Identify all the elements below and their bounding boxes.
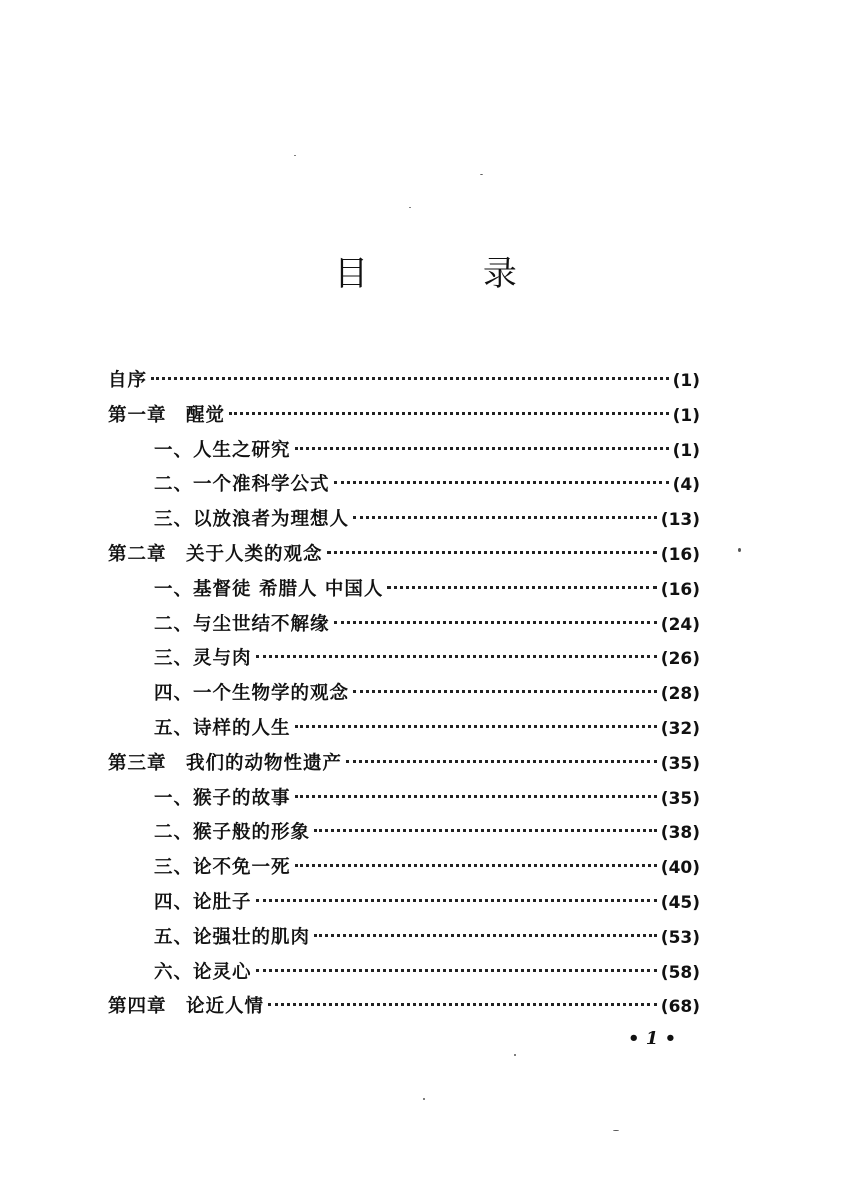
dot-leader [327, 551, 657, 554]
toc-entry-page: (1) [672, 371, 700, 391]
dot-leader [334, 621, 657, 624]
toc-chapter-entry [108, 747, 700, 782]
dot-leader [346, 760, 657, 763]
scan-speck [423, 1098, 425, 1100]
toc-entry-label: 五、诗样的人生 [154, 717, 291, 739]
toc-chapter-entry [108, 990, 700, 1025]
toc-entry-page: (35) [660, 753, 700, 774]
toc-entry-label: 四、一个生物学的观念 [154, 683, 350, 705]
table-of-contents [108, 364, 700, 1025]
toc-chapter-entry [108, 399, 700, 434]
toc-entry-label: 第三章 我们的动物性遗产 [108, 752, 343, 774]
dot-leader [256, 899, 657, 902]
toc-entry-page: (26) [660, 649, 700, 670]
toc-entry-label: 第二章 关于人类的观念 [108, 543, 323, 565]
toc-entry-page: (28) [660, 684, 700, 705]
dot-leader [295, 795, 657, 798]
dot-leader [295, 447, 669, 450]
toc-entry-label: 三、以放浪者为理想人 [154, 509, 350, 531]
toc-section-entry [108, 921, 700, 956]
toc-entry-label: 自序 [108, 370, 148, 391]
toc-chapter-entry [108, 364, 700, 399]
dot-leader [256, 655, 657, 658]
scan-speck [613, 1130, 619, 1131]
scan-speck [514, 1054, 516, 1056]
toc-section-entry [108, 642, 700, 677]
dot-leader [151, 377, 669, 380]
toc-section-entry [108, 677, 700, 712]
toc-entry-page: (4) [672, 475, 700, 496]
toc-entry-page: (45) [660, 892, 700, 913]
toc-section-entry [108, 886, 700, 921]
toc-entry-page: (1) [672, 405, 700, 426]
toc-entry-label: 三、论不免一死 [154, 857, 291, 879]
toc-chapter-entry [108, 538, 700, 573]
toc-entry-label: 三、灵与肉 [154, 648, 252, 670]
toc-entry-page: (40) [660, 858, 700, 879]
toc-entry-page: (16) [660, 544, 700, 565]
toc-section-entry [108, 956, 700, 991]
toc-entry-label: 第一章 醒觉 [108, 404, 226, 426]
dot-leader [295, 864, 657, 867]
toc-entry-page: (16) [660, 579, 700, 600]
scan-speck [294, 155, 296, 156]
toc-entry-page: (1) [672, 440, 700, 461]
dot-leader [353, 690, 657, 693]
toc-entry-page: (58) [660, 962, 700, 983]
scan-speck [480, 174, 483, 175]
toc-entry-label: 四、论肚子 [154, 891, 252, 913]
toc-entry-label: 二、与尘世结不解缘 [154, 613, 330, 635]
toc-section-entry [108, 573, 700, 608]
toc-entry-page: (38) [660, 823, 700, 844]
toc-section-entry [108, 503, 700, 538]
toc-entry-label: 五、论强壮的肌肉 [154, 926, 311, 948]
dot-leader [314, 829, 657, 832]
toc-section-entry [108, 712, 700, 747]
toc-section-entry [108, 468, 700, 503]
dot-leader [295, 725, 657, 728]
dot-leader [256, 969, 657, 972]
toc-entry-page: (68) [660, 997, 700, 1018]
toc-entry-label: 一、基督徒 希腊人 中国人 [154, 578, 384, 600]
toc-section-entry [108, 816, 700, 851]
toc-entry-page: (32) [660, 718, 700, 739]
toc-entry-page: (53) [660, 927, 700, 948]
toc-entry-label: 二、猴子般的形象 [154, 822, 311, 844]
dot-leader [353, 516, 657, 519]
page-number: • 1 • [628, 1028, 677, 1049]
dot-leader [314, 934, 657, 937]
toc-entry-label: 第四章 论近人情 [108, 996, 265, 1018]
toc-entry-page: (24) [660, 614, 700, 635]
toc-entry-page: (13) [660, 510, 700, 531]
dot-leader [387, 586, 656, 589]
page-title: 目 录 [334, 254, 569, 294]
dot-leader [268, 1003, 657, 1006]
toc-entry-label: 一、人生之研究 [154, 439, 291, 461]
toc-entry-label: 二、一个准科学公式 [154, 474, 330, 496]
toc-section-entry [108, 434, 700, 469]
toc-section-entry [108, 851, 700, 886]
toc-entry-page: (35) [660, 788, 700, 809]
dot-leader [334, 481, 669, 484]
dot-leader [229, 412, 669, 415]
toc-section-entry [108, 782, 700, 817]
toc-section-entry [108, 608, 700, 643]
scan-speck [738, 548, 741, 552]
toc-entry-label: 六、论灵心 [154, 961, 252, 983]
scan-speck [409, 207, 411, 208]
toc-entry-label: 一、猴子的故事 [154, 787, 291, 809]
